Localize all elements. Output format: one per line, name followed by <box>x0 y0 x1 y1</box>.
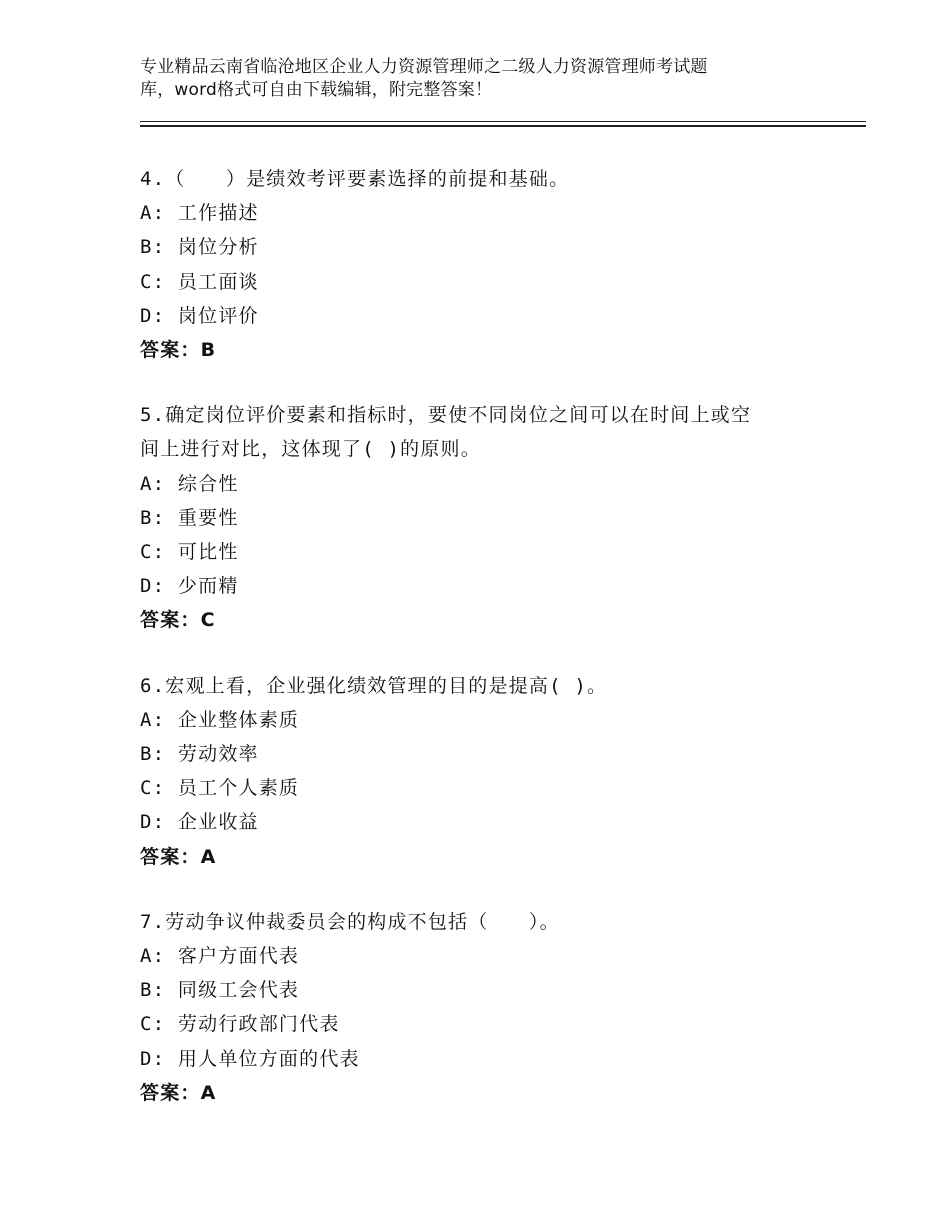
question-item-4 <box>140 162 840 367</box>
answer-label: 答案：A <box>140 845 217 868</box>
answer-label: 答案：A <box>140 1081 217 1104</box>
option-a: A: 工作描述 <box>140 202 259 225</box>
option-b: B: 岗位分析 <box>140 236 259 259</box>
question-list <box>140 162 840 1141</box>
question-text: 5.确定岗位评价要素和指标时，要使不同岗位之间可以在时间上或空 <box>140 404 752 427</box>
answer-label: 答案：C <box>140 609 216 632</box>
option-a: A: 综合性 <box>140 472 239 495</box>
header-divider-thick <box>140 125 866 127</box>
option-b: B: 重要性 <box>140 506 239 529</box>
document-header <box>140 56 780 102</box>
header-title-line-1: 专业精品云南省临沧地区企业人力资源管理师之二级人力资源管理师考试题 <box>140 57 708 77</box>
answer-label: 答案：B <box>140 339 217 362</box>
question-item-6 <box>140 669 840 874</box>
option-d: D: 企业收益 <box>140 811 259 834</box>
option-c: C: 劳动行政部门代表 <box>140 1013 340 1036</box>
option-b: B: 同级工会代表 <box>140 979 300 1002</box>
question-text: 4.（ ）是绩效考评要素选择的前提和基础。 <box>140 168 570 190</box>
option-a: A: 企业整体素质 <box>140 708 300 731</box>
question-text: 7.劳动争议仲裁委员会的构成不包括（ ）。 <box>140 910 560 933</box>
question-text: 6.宏观上看，企业强化绩效管理的目的是提高( )。 <box>140 674 608 697</box>
option-a: A: 客户方面代表 <box>140 945 300 968</box>
question-item-5 <box>140 398 840 637</box>
option-d: D: 少而精 <box>140 575 239 598</box>
option-c: C: 可比性 <box>140 541 239 564</box>
option-c: C: 员工面谈 <box>140 270 259 293</box>
question-text-continued: 间上进行对比，这体现了( )的原则。 <box>140 438 481 461</box>
option-b: B: 劳动效率 <box>140 743 259 766</box>
option-c: C: 员工个人素质 <box>140 777 300 800</box>
option-d: D: 用人单位方面的代表 <box>140 1047 360 1070</box>
option-d: D: 岗位评价 <box>140 304 259 327</box>
header-divider-thin <box>140 121 866 122</box>
header-title-line-2: 库，word格式可自由下载编辑，附完整答案！ <box>140 80 493 100</box>
question-item-7 <box>140 905 840 1110</box>
